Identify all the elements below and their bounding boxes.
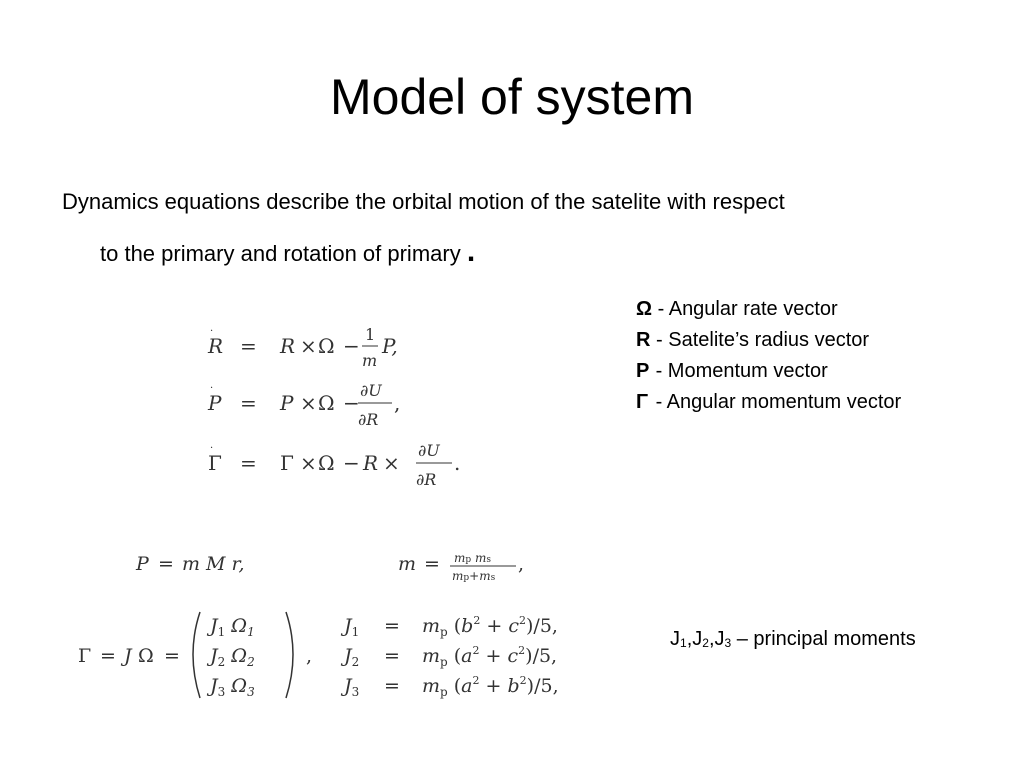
svg-text:P: P <box>208 391 222 415</box>
legend-text: - Satelite’s radius vector <box>656 329 870 351</box>
j1-sub: 1 <box>680 636 687 650</box>
svg-text:m: m <box>362 351 378 370</box>
svg-text:J3: $J_3$ <box>344 675 360 699</box>
symbol-legend <box>636 294 1006 418</box>
svg-text:Ω: Ω <box>138 645 154 667</box>
svg-text:R: R <box>280 334 296 358</box>
svg-text:=: = <box>424 553 440 575</box>
j2-letter: J <box>692 628 703 650</box>
svg-text:=: = <box>240 391 257 415</box>
j1-letter: J <box>670 628 680 650</box>
svg-text:=: = <box>384 645 400 667</box>
svg-text:−: − <box>343 334 360 358</box>
svg-text:P: P <box>280 391 294 415</box>
svg-text:Ω: Ω <box>318 334 335 358</box>
svg-text:Ω: Ω <box>318 451 335 475</box>
momentum-definition-svg <box>132 540 532 590</box>
intro-line-1: Dynamics equations describe the orbital motion of the satelite with respect <box>62 189 785 214</box>
svg-text:m: m <box>398 553 417 575</box>
svg-text:∂R: ∂R <box>416 470 437 489</box>
svg-text:,: , <box>306 645 313 667</box>
svg-text:1: 1 <box>365 325 376 344</box>
svg-text:=: = <box>384 675 400 697</box>
svg-text:Γ: Γ <box>208 451 222 475</box>
legend-item-p <box>636 356 1006 387</box>
svg-text:J: J <box>124 645 132 667</box>
j2-sub: 2 <box>702 636 709 650</box>
legend-item-omega <box>636 294 1006 325</box>
svg-text:mp (a2 + c2)/5,: $m_p$ $(a^2 + c^2)/5$, <box>422 644 558 669</box>
svg-text:×: × <box>383 451 400 475</box>
svg-text:R: R <box>363 451 379 475</box>
legend-text: - Angular momentum vector <box>655 391 902 413</box>
intro-line-2-wrap <box>62 234 962 272</box>
svg-text:mp (a2 + b2)/5,: $m_p$ $(a^2 + b^2)/5$, <box>422 674 559 699</box>
svg-text:R: R <box>208 334 224 358</box>
legend-item-gamma <box>636 387 1006 418</box>
svg-text:×: × <box>300 391 317 415</box>
svg-text:,: , <box>394 391 401 415</box>
svg-text:.: . <box>454 451 461 475</box>
svg-text:=: = <box>240 451 257 475</box>
slide-title: Model of system <box>329 69 694 125</box>
svg-text:Γ: Γ <box>280 451 294 475</box>
legend-symbol: R <box>636 329 651 351</box>
svg-text:J2: $J_2$ <box>344 645 360 669</box>
svg-text:,: , <box>518 553 525 575</box>
svg-text:=: = <box>240 334 257 358</box>
j3-sub: 3 <box>724 636 732 650</box>
legend-symbol: Γ <box>636 391 649 413</box>
angular-momentum-svg <box>76 606 586 706</box>
svg-text:×: × <box>300 451 317 475</box>
dynamics-equations-image <box>200 318 500 503</box>
svg-text:J3 Ω3: $J_3$ $\Omega_3$ <box>210 675 255 699</box>
intro-period: . <box>466 235 476 268</box>
svg-text:P,: P, <box>382 334 398 358</box>
svg-text:=: = <box>384 615 400 637</box>
legend-symbol: Ω <box>636 298 653 320</box>
svg-text:·: · <box>210 443 214 454</box>
dynamics-equations-svg <box>200 318 500 498</box>
svg-text:mp ms: mp ms <box>454 551 491 565</box>
svg-text:·: · <box>210 383 214 394</box>
intro-line-2: to the primary and rotation of primary <box>100 241 461 266</box>
svg-text:·: · <box>210 326 214 337</box>
svg-text:mp+ms: mp+ms <box>452 569 496 583</box>
svg-text:J1 Ω1: $J_1$ $\Omega_1$ <box>210 615 255 639</box>
legend-text: - Momentum vector <box>655 360 828 382</box>
moments-text: – principal moments <box>736 628 916 650</box>
svg-text:∂U: ∂U <box>360 381 382 400</box>
legend-item-r <box>636 325 1006 356</box>
svg-text:=: = <box>100 645 116 667</box>
svg-text:J2 Ω2: $J_2$ $\Omega_2$ <box>210 645 255 669</box>
principal-moments-note: $J_1,J_2,J_3$ – principal moments <box>670 628 916 650</box>
legend-text: - Angular rate vector <box>657 298 838 320</box>
svg-text:−: − <box>343 391 360 415</box>
momentum-definition-image <box>132 540 532 595</box>
svg-text:×: × <box>300 334 317 358</box>
svg-text:=: = <box>164 645 180 667</box>
svg-text:P: P <box>136 553 149 575</box>
j3-letter: J <box>714 628 725 650</box>
svg-text:Γ: Γ <box>78 645 92 667</box>
angular-momentum-image <box>76 606 586 711</box>
legend-symbol: P <box>636 360 650 382</box>
svg-text:Ω: Ω <box>318 391 335 415</box>
svg-text:=: = <box>158 553 174 575</box>
intro-paragraph <box>62 184 962 272</box>
svg-text:J1: $J_1$ <box>344 615 360 639</box>
svg-text:m M r,: m M r, <box>182 553 245 575</box>
svg-text:−: − <box>343 451 360 475</box>
svg-text:∂U: ∂U <box>418 441 440 460</box>
svg-text:mp (b2 + c2)/5,: $m_p$ $(b^2 + c^2)/5$, <box>422 614 558 639</box>
svg-text:∂R: ∂R <box>358 410 379 429</box>
